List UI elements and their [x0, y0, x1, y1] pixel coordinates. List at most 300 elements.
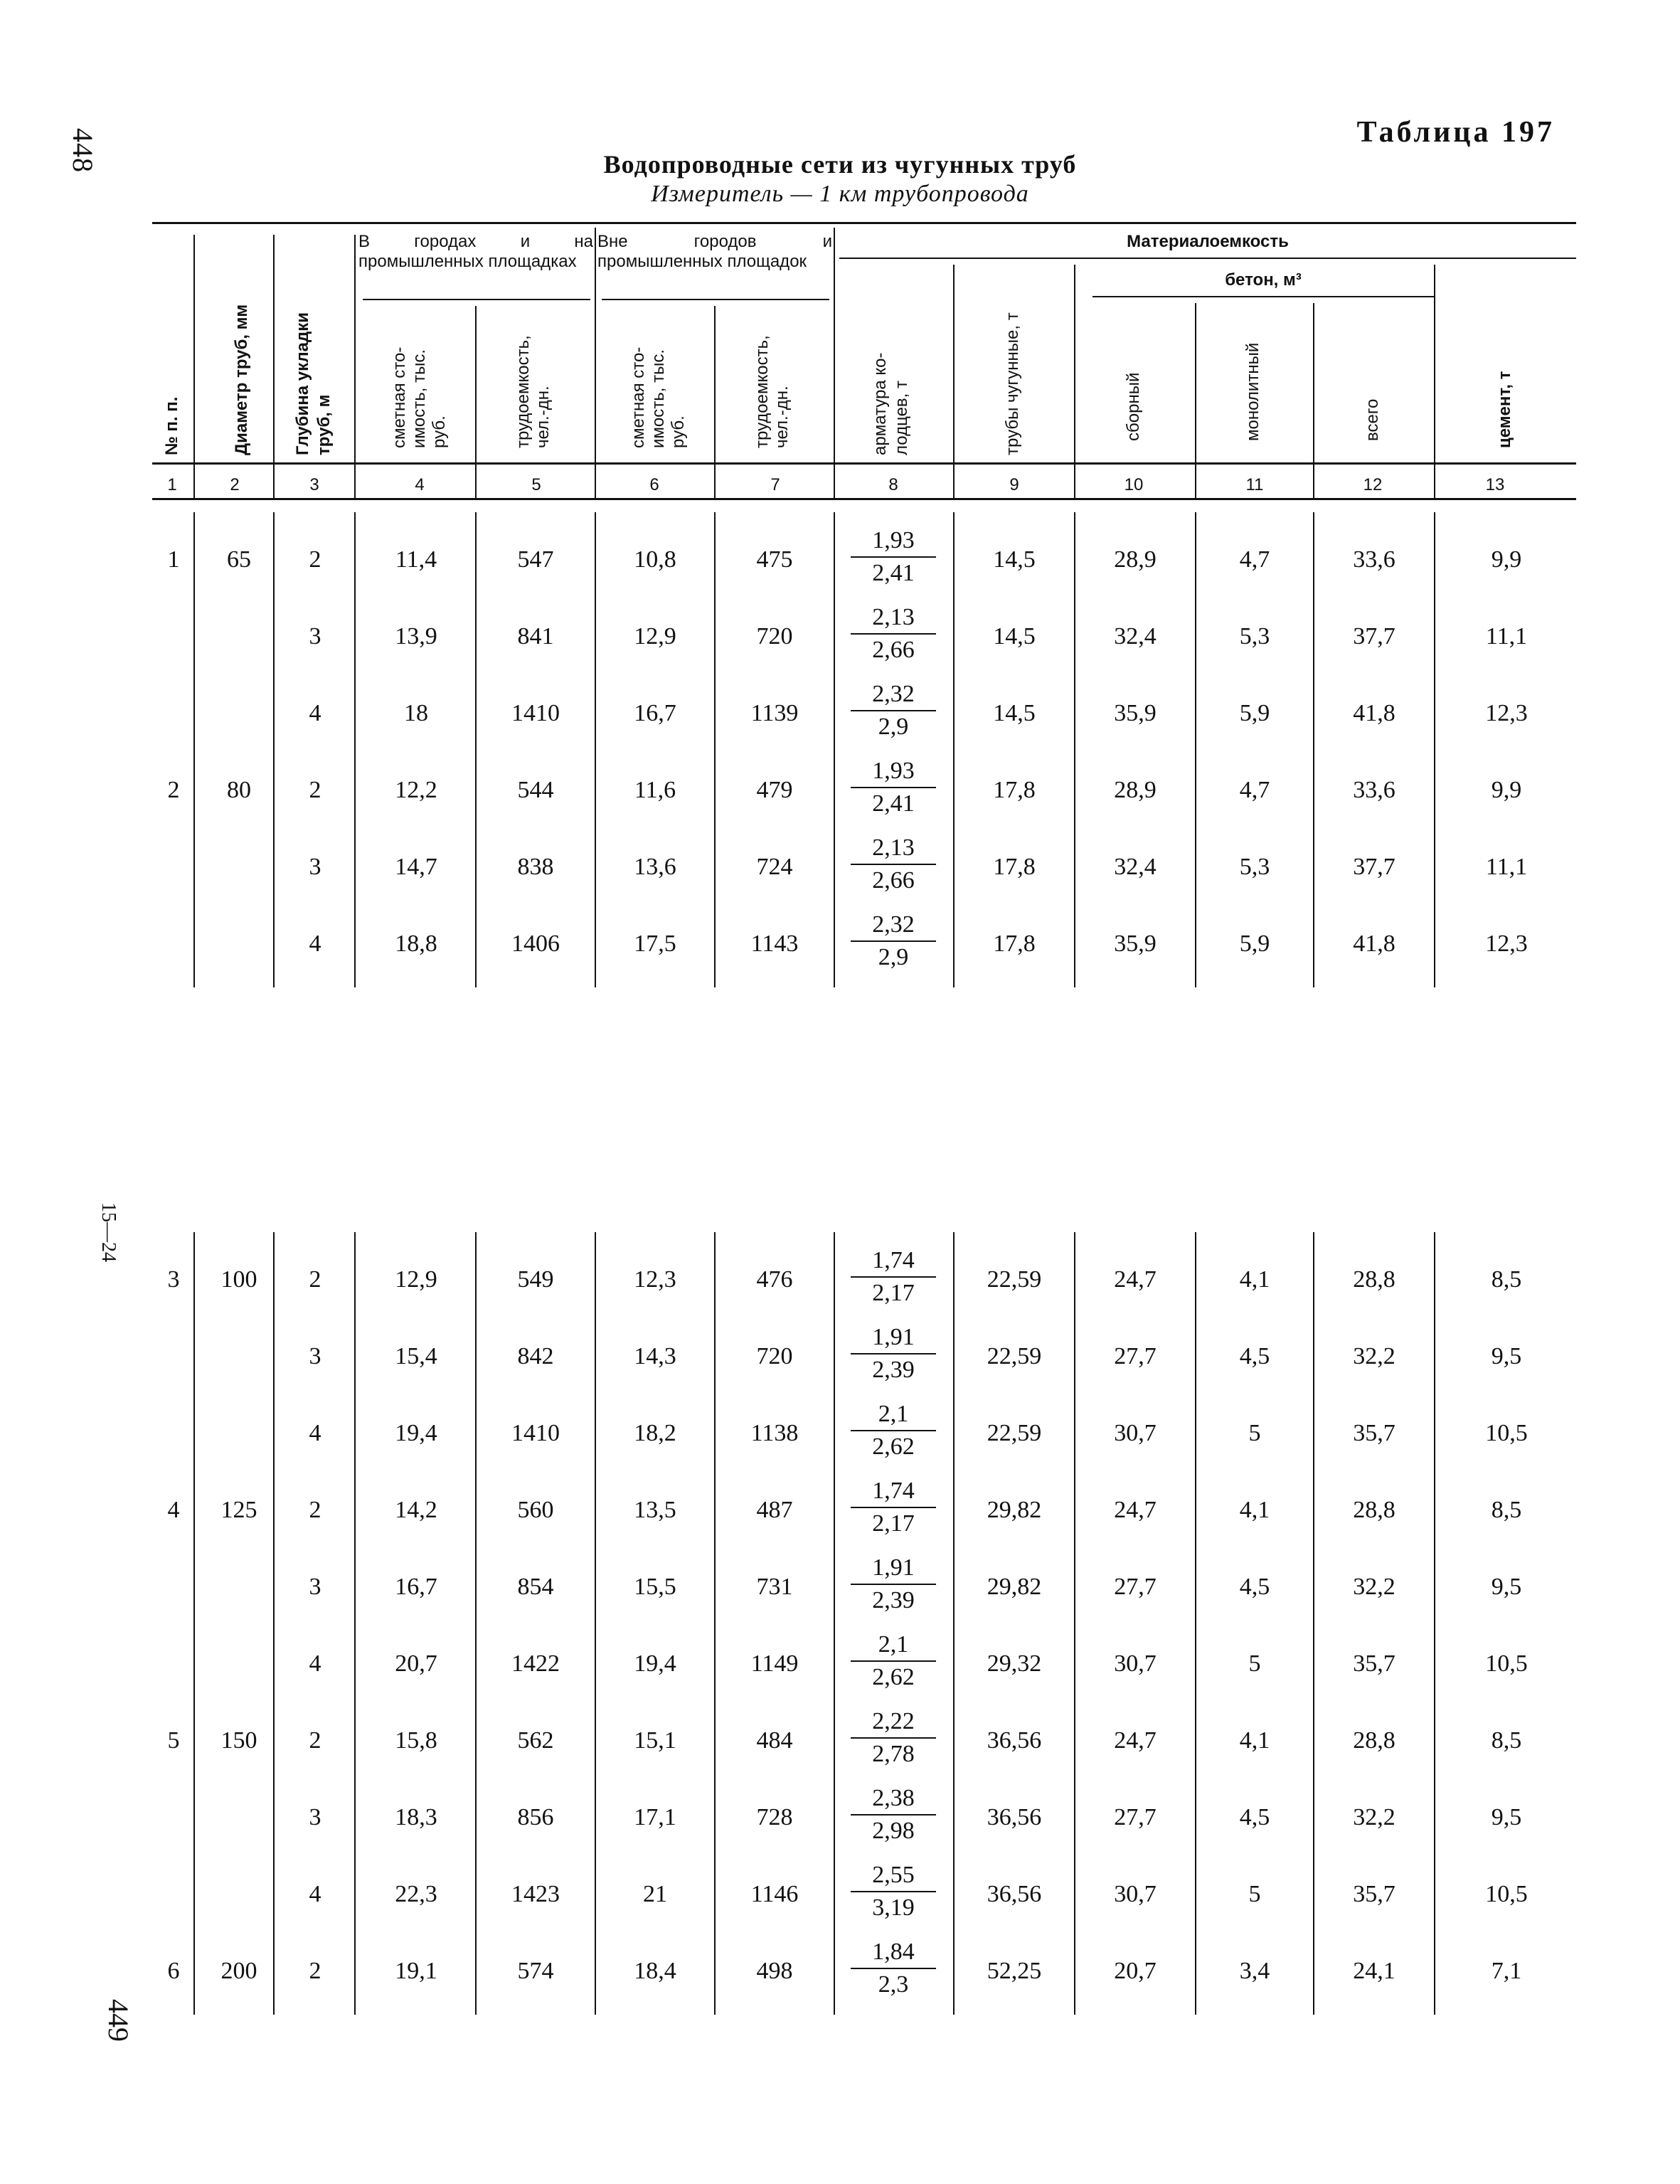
cell-depth: 2 — [309, 1497, 321, 1523]
cell-pipes: 52,25 — [987, 1958, 1042, 1984]
column-number: 10 — [1124, 475, 1144, 494]
cell-l2: 728 — [756, 1804, 793, 1830]
cell-depth: 2 — [309, 1727, 321, 1754]
cell-precast: 32,4 — [1114, 623, 1157, 650]
cell-precast: 27,7 — [1114, 1343, 1157, 1369]
fraction-numerator: 2,22 — [851, 1706, 936, 1739]
cell-c2: 17,5 — [634, 931, 676, 957]
cell-depth: 3 — [309, 1343, 321, 1369]
column-number: 8 — [888, 475, 898, 494]
cell-cement: 8,5 — [1491, 1266, 1522, 1293]
cell-c1: 22,3 — [395, 1881, 437, 1907]
cell-c2: 12,3 — [634, 1266, 676, 1293]
cell-d: 200 — [220, 1958, 257, 1984]
header-cost-line1: сметная сто- — [629, 346, 648, 448]
header-cost-line1: сметная сто- — [390, 346, 409, 448]
cell-total: 28,8 — [1353, 1266, 1395, 1293]
cell-pipes: 29,82 — [987, 1574, 1042, 1600]
fraction-numerator: 2,55 — [851, 1860, 936, 1892]
cell-precast: 24,7 — [1114, 1497, 1157, 1523]
header-precast: сборный — [1124, 372, 1143, 441]
cell-d: 125 — [220, 1497, 257, 1523]
cell-pipes: 17,8 — [993, 931, 1036, 957]
cell-pipes: 22,59 — [987, 1420, 1042, 1446]
cell-c1: 16,7 — [395, 1574, 437, 1600]
cell-armature-fraction — [851, 602, 936, 666]
cell-depth: 2 — [309, 1266, 321, 1293]
cell-cement: 9,5 — [1491, 1343, 1522, 1369]
top-block-column-separator — [273, 512, 275, 987]
cell-l1: 838 — [517, 854, 554, 880]
cell-c1: 20,7 — [395, 1650, 437, 1677]
header-concrete: бетон, м³ — [1225, 270, 1302, 290]
fraction-denominator: 2,17 — [872, 1510, 915, 1537]
fraction-numerator: 1,74 — [851, 1245, 936, 1278]
header-no: № п. п. — [162, 396, 181, 455]
cell-l1: 574 — [517, 1958, 554, 1984]
fraction-denominator: 2,98 — [872, 1818, 915, 1844]
colnum-bottom-rule — [152, 498, 1576, 500]
column-number: 13 — [1485, 475, 1505, 494]
cell-cement: 9,5 — [1491, 1574, 1522, 1600]
cell-c1: 12,2 — [395, 777, 437, 803]
cell-total: 41,8 — [1353, 700, 1395, 726]
hdr-sep — [595, 228, 596, 498]
hdr-sep — [1195, 303, 1196, 498]
hdr-sep — [1434, 265, 1435, 498]
cell-l1: 1410 — [511, 700, 560, 726]
cell-no: 3 — [167, 1266, 180, 1293]
cell-total: 32,2 — [1353, 1574, 1395, 1600]
fraction-denominator: 2,17 — [872, 1280, 915, 1306]
header-monolithic: монолитный — [1243, 342, 1262, 441]
top-block-column-separator — [193, 512, 195, 987]
column-number: 2 — [230, 475, 240, 494]
cell-l2: 1146 — [750, 1881, 799, 1907]
cell-total: 28,8 — [1353, 1727, 1395, 1754]
cell-l2: 724 — [756, 854, 793, 880]
cell-mono: 4,1 — [1239, 1497, 1270, 1523]
cell-no: 2 — [167, 777, 180, 803]
fraction-denominator: 2,41 — [872, 560, 915, 586]
cell-precast: 30,7 — [1114, 1881, 1157, 1907]
cell-mono: 5 — [1248, 1420, 1261, 1446]
hdr-sep — [193, 235, 195, 498]
header-total: всего — [1363, 398, 1382, 441]
table-subtitle: Измеритель — 1 км трубопровода — [651, 181, 1029, 207]
cell-total: 37,7 — [1353, 623, 1395, 650]
cell-c1: 12,9 — [395, 1266, 437, 1293]
cell-depth: 3 — [309, 623, 321, 650]
top-block-column-separator — [1195, 512, 1196, 987]
header-in-cities: В городах и на промышленных площадках — [358, 232, 593, 271]
cell-mono: 4,7 — [1239, 546, 1270, 573]
side-code: 15—24 — [97, 1202, 119, 1262]
top-block-column-separator — [714, 512, 716, 987]
fraction-numerator: 2,1 — [851, 1629, 936, 1662]
cell-armature-fraction — [851, 679, 936, 743]
cell-pipes: 29,82 — [987, 1497, 1042, 1523]
cell-l1: 1423 — [511, 1881, 560, 1907]
cell-total: 33,6 — [1353, 777, 1395, 803]
cell-armature-fraction — [851, 1399, 936, 1463]
bottom-block-column-separator — [834, 1232, 835, 2015]
fraction-denominator: 2,9 — [878, 944, 909, 970]
cell-l2: 476 — [756, 1266, 793, 1293]
fraction-numerator: 2,13 — [851, 832, 936, 865]
cell-depth: 4 — [309, 1881, 321, 1907]
cell-l2: 484 — [756, 1727, 793, 1754]
cell-cement: 9,9 — [1491, 777, 1522, 803]
header-cost-line2: имость, тыс. — [649, 349, 668, 448]
cell-mono: 4,5 — [1239, 1574, 1270, 1600]
cell-l2: 487 — [756, 1497, 793, 1523]
header-pipes: трубы чугунные, т — [1003, 312, 1022, 455]
cell-precast: 27,7 — [1114, 1574, 1157, 1600]
column-number: 3 — [309, 475, 319, 494]
top-block-column-separator — [354, 512, 356, 987]
cell-depth: 3 — [309, 1574, 321, 1600]
cell-mono: 4,5 — [1239, 1804, 1270, 1830]
cell-c1: 19,1 — [395, 1958, 437, 1984]
fraction-denominator: 2,66 — [872, 867, 915, 894]
header-depth-line2: труб, м — [314, 394, 334, 455]
fraction-denominator: 2,62 — [872, 1433, 915, 1460]
cell-mono: 4,5 — [1239, 1343, 1270, 1369]
column-number: 12 — [1363, 475, 1383, 494]
cell-mono: 4,7 — [1239, 777, 1270, 803]
top-block-column-separator — [953, 512, 955, 987]
cell-c2: 19,4 — [634, 1650, 676, 1677]
cell-pipes: 22,59 — [987, 1266, 1042, 1293]
cell-armature-fraction — [851, 1706, 936, 1770]
cell-c2: 11,6 — [634, 777, 676, 803]
cell-armature-fraction — [851, 1783, 936, 1847]
header-cost-line2: имость, тыс. — [410, 349, 429, 448]
cell-pipes: 36,56 — [987, 1804, 1042, 1830]
cell-c2: 17,1 — [634, 1804, 676, 1830]
cell-l2: 1138 — [750, 1420, 799, 1446]
fraction-denominator: 2,66 — [872, 637, 915, 663]
top-block-column-separator — [595, 512, 596, 987]
hdr-sep — [273, 235, 275, 498]
cell-mono: 5 — [1248, 1650, 1261, 1677]
cell-cement: 7,1 — [1491, 1958, 1522, 1984]
header-armature-line2: лодцев, т — [892, 381, 911, 455]
fraction-numerator: 1,93 — [851, 525, 936, 558]
cell-l2: 731 — [756, 1574, 793, 1600]
hdr-sep — [1313, 303, 1314, 498]
cell-armature-fraction — [851, 1552, 936, 1616]
cell-l1: 1422 — [511, 1650, 560, 1677]
cell-depth: 4 — [309, 700, 321, 726]
cell-depth: 2 — [309, 777, 321, 803]
fraction-denominator: 2,3 — [878, 1971, 909, 1998]
page-number-top: 448 — [67, 128, 99, 173]
cell-precast: 28,9 — [1114, 777, 1157, 803]
cell-armature-fraction — [851, 1322, 936, 1386]
cell-mono: 5,9 — [1239, 931, 1270, 957]
cell-c1: 15,4 — [395, 1343, 437, 1369]
cell-c2: 16,7 — [634, 700, 676, 726]
cell-l1: 562 — [517, 1727, 554, 1754]
in-cities-rule — [363, 299, 590, 300]
cell-pipes: 17,8 — [993, 777, 1036, 803]
bottom-block-column-separator — [475, 1232, 477, 2015]
fraction-numerator: 2,38 — [851, 1783, 936, 1815]
cell-armature-fraction — [851, 1629, 936, 1693]
cell-pipes: 36,56 — [987, 1727, 1042, 1754]
cell-cement: 10,5 — [1485, 1881, 1528, 1907]
cell-c2: 15,5 — [634, 1574, 676, 1600]
fraction-denominator: 3,19 — [872, 1894, 915, 1921]
column-number: 11 — [1245, 475, 1264, 494]
cell-armature-fraction — [851, 525, 936, 589]
cell-armature-fraction — [851, 1245, 936, 1309]
cell-precast: 27,7 — [1114, 1804, 1157, 1830]
cell-l1: 841 — [517, 623, 554, 650]
cell-c2: 21 — [643, 1881, 667, 1907]
bottom-block-column-separator — [354, 1232, 356, 2015]
cell-c2: 15,1 — [634, 1727, 676, 1754]
header-bottom-rule — [152, 462, 1576, 465]
header-labor-line1: трудоемкость, — [514, 335, 533, 448]
top-block-column-separator — [834, 512, 835, 987]
cell-cement: 9,9 — [1491, 546, 1522, 573]
cell-l1: 854 — [517, 1574, 554, 1600]
fraction-denominator: 2,39 — [872, 1587, 915, 1613]
header-labor-line2: чел.-дн. — [772, 386, 792, 448]
cell-l2: 1139 — [750, 700, 799, 726]
cell-no: 1 — [167, 546, 180, 573]
cell-c1: 19,4 — [395, 1420, 437, 1446]
cell-cement: 11,1 — [1485, 623, 1528, 650]
bottom-block-column-separator — [953, 1232, 955, 2015]
cell-c1: 13,9 — [395, 623, 437, 650]
cell-cement: 8,5 — [1491, 1497, 1522, 1523]
cell-l1: 547 — [517, 546, 554, 573]
cell-pipes: 17,8 — [993, 854, 1036, 880]
cell-c1: 15,8 — [395, 1727, 437, 1754]
cell-mono: 4,1 — [1239, 1266, 1270, 1293]
bottom-block-column-separator — [1313, 1232, 1314, 2015]
hdr-sep — [953, 265, 955, 498]
header-top-rule — [152, 222, 1576, 224]
cell-total: 28,8 — [1353, 1497, 1395, 1523]
header-depth-line1: Глубина укладки — [293, 312, 312, 455]
top-block-column-separator — [1074, 512, 1075, 987]
cell-c2: 14,3 — [634, 1343, 676, 1369]
hdr-sep — [1074, 265, 1075, 498]
cell-l2: 1149 — [750, 1650, 799, 1677]
cell-total: 32,2 — [1353, 1804, 1395, 1830]
cell-precast: 20,7 — [1114, 1958, 1157, 1984]
cell-l2: 498 — [756, 1958, 793, 1984]
cell-c2: 18,4 — [634, 1958, 676, 1984]
cell-armature-fraction — [851, 909, 936, 973]
cell-cement: 9,5 — [1491, 1804, 1522, 1830]
cell-no: 4 — [167, 1497, 180, 1523]
cell-l2: 720 — [756, 623, 793, 650]
cell-precast: 28,9 — [1114, 546, 1157, 573]
cell-armature-fraction — [851, 756, 936, 820]
cell-no: 5 — [167, 1727, 180, 1754]
cell-l2: 1143 — [750, 931, 799, 957]
column-number: 1 — [167, 475, 177, 494]
cell-total: 33,6 — [1353, 546, 1395, 573]
fraction-numerator: 2,32 — [851, 679, 936, 711]
cell-depth: 2 — [309, 1958, 321, 1984]
fraction-numerator: 1,91 — [851, 1322, 936, 1355]
column-number: 4 — [415, 475, 425, 494]
cell-pipes: 14,5 — [993, 546, 1036, 573]
cell-pipes: 36,56 — [987, 1881, 1042, 1907]
materials-rule — [839, 258, 1576, 259]
cell-precast: 30,7 — [1114, 1420, 1157, 1446]
cell-l1: 560 — [517, 1497, 554, 1523]
header-cement: цемент, т — [1495, 371, 1514, 448]
cell-c1: 18,3 — [395, 1804, 437, 1830]
cell-pipes: 14,5 — [993, 623, 1036, 650]
cell-no: 6 — [167, 1958, 180, 1984]
cell-total: 35,7 — [1353, 1650, 1395, 1677]
cell-mono: 4,1 — [1239, 1727, 1270, 1754]
cell-armature-fraction — [851, 1475, 936, 1539]
cell-l1: 549 — [517, 1266, 554, 1293]
fraction-denominator: 2,41 — [872, 790, 915, 817]
column-number: 5 — [531, 475, 541, 494]
cell-depth: 4 — [309, 1650, 321, 1677]
hdr-sep — [834, 228, 835, 498]
cell-depth: 4 — [309, 931, 321, 957]
cell-c2: 13,5 — [634, 1497, 676, 1523]
fraction-numerator: 2,1 — [851, 1399, 936, 1431]
cell-armature-fraction — [851, 832, 936, 896]
cell-armature-fraction — [851, 1860, 936, 1924]
cell-precast: 35,9 — [1114, 931, 1157, 957]
cell-precast: 30,7 — [1114, 1650, 1157, 1677]
cell-l1: 842 — [517, 1343, 554, 1369]
cell-depth: 3 — [309, 854, 321, 880]
cell-total: 35,7 — [1353, 1881, 1395, 1907]
cell-d: 65 — [227, 546, 251, 573]
cell-d: 80 — [227, 777, 251, 803]
concrete-rule — [1092, 296, 1434, 297]
cell-pipes: 22,59 — [987, 1343, 1042, 1369]
header-outside-cities: Вне городов и промышленных площадок — [597, 232, 832, 271]
cell-c2: 12,9 — [634, 623, 676, 650]
fraction-denominator: 2,39 — [872, 1357, 915, 1383]
header-labor-line1: трудоемкость, — [753, 335, 772, 448]
header-armature-line1: арматура ко- — [871, 352, 890, 455]
cell-l1: 1410 — [511, 1420, 560, 1446]
cell-armature-fraction — [851, 1936, 936, 2000]
bottom-block-column-separator — [1074, 1232, 1075, 2015]
cell-c1: 11,4 — [395, 546, 437, 573]
bottom-block-column-separator — [1195, 1232, 1196, 2015]
column-number: 6 — [649, 475, 659, 494]
cell-total: 32,2 — [1353, 1343, 1395, 1369]
header-materials: Материалоемкость — [1127, 232, 1289, 251]
cell-depth: 4 — [309, 1420, 321, 1446]
cell-cement: 8,5 — [1491, 1727, 1522, 1754]
cell-mono: 3,4 — [1239, 1958, 1270, 1984]
hdr-sep — [354, 235, 356, 498]
cell-depth: 2 — [309, 546, 321, 573]
cell-c1: 18 — [404, 700, 428, 726]
cell-precast: 35,9 — [1114, 700, 1157, 726]
cell-l1: 856 — [517, 1804, 554, 1830]
top-block-column-separator — [1313, 512, 1314, 987]
bottom-block-column-separator — [1434, 1232, 1435, 2015]
cell-precast: 32,4 — [1114, 854, 1157, 880]
cell-mono: 5,3 — [1239, 623, 1270, 650]
cell-pipes: 29,32 — [987, 1650, 1042, 1677]
hdr-sep — [714, 306, 716, 498]
cell-l1: 544 — [517, 777, 554, 803]
table-label: Таблица 197 — [1356, 116, 1555, 149]
cell-c2: 13,6 — [634, 854, 676, 880]
cell-precast: 24,7 — [1114, 1266, 1157, 1293]
fraction-denominator: 2,62 — [872, 1664, 915, 1690]
fraction-numerator: 2,32 — [851, 909, 936, 942]
cell-total: 41,8 — [1353, 931, 1395, 957]
table-title: Водопроводные сети из чугунных труб — [603, 150, 1077, 179]
fraction-numerator: 1,74 — [851, 1475, 936, 1508]
cell-mono: 5,3 — [1239, 854, 1270, 880]
cell-mono: 5,9 — [1239, 700, 1270, 726]
cell-cement: 10,5 — [1485, 1650, 1528, 1677]
cell-mono: 5 — [1248, 1881, 1261, 1907]
column-number: 7 — [770, 475, 780, 494]
cell-depth: 3 — [309, 1804, 321, 1830]
cell-total: 37,7 — [1353, 854, 1395, 880]
cell-l2: 475 — [756, 546, 793, 573]
cell-l2: 720 — [756, 1343, 793, 1369]
cell-cement: 10,5 — [1485, 1420, 1528, 1446]
header-labor-line2: чел.-дн. — [533, 386, 553, 448]
top-block-column-separator — [1434, 512, 1435, 987]
cell-l1: 1406 — [511, 931, 560, 957]
fraction-numerator: 1,93 — [851, 756, 936, 788]
header-diameter: Диаметр труб, мм — [232, 304, 251, 455]
outside-cities-rule — [602, 299, 829, 300]
cell-c1: 14,2 — [395, 1497, 437, 1523]
bottom-block-column-separator — [595, 1232, 596, 2015]
cell-pipes: 14,5 — [993, 700, 1036, 726]
fraction-numerator: 1,91 — [851, 1552, 936, 1585]
cell-c2: 10,8 — [634, 546, 676, 573]
cell-precast: 24,7 — [1114, 1727, 1157, 1754]
cell-l2: 479 — [756, 777, 793, 803]
cell-c2: 18,2 — [634, 1420, 676, 1446]
bottom-block-column-separator — [714, 1232, 716, 2015]
header-cost-line3: руб. — [430, 415, 449, 448]
cell-total: 35,7 — [1353, 1420, 1395, 1446]
page-number-bottom: 449 — [102, 1999, 134, 2042]
bottom-block-column-separator — [193, 1232, 195, 2015]
cell-c1: 14,7 — [395, 854, 437, 880]
header-cost-line3: руб. — [669, 415, 688, 448]
fraction-numerator: 2,13 — [851, 602, 936, 635]
fraction-numerator: 1,84 — [851, 1936, 936, 1969]
fraction-denominator: 2,78 — [872, 1741, 915, 1767]
cell-total: 24,1 — [1353, 1958, 1395, 1984]
cell-cement: 12,3 — [1485, 931, 1528, 957]
cell-d: 100 — [220, 1266, 257, 1293]
fraction-denominator: 2,9 — [878, 714, 909, 740]
bottom-block-column-separator — [273, 1232, 275, 2015]
